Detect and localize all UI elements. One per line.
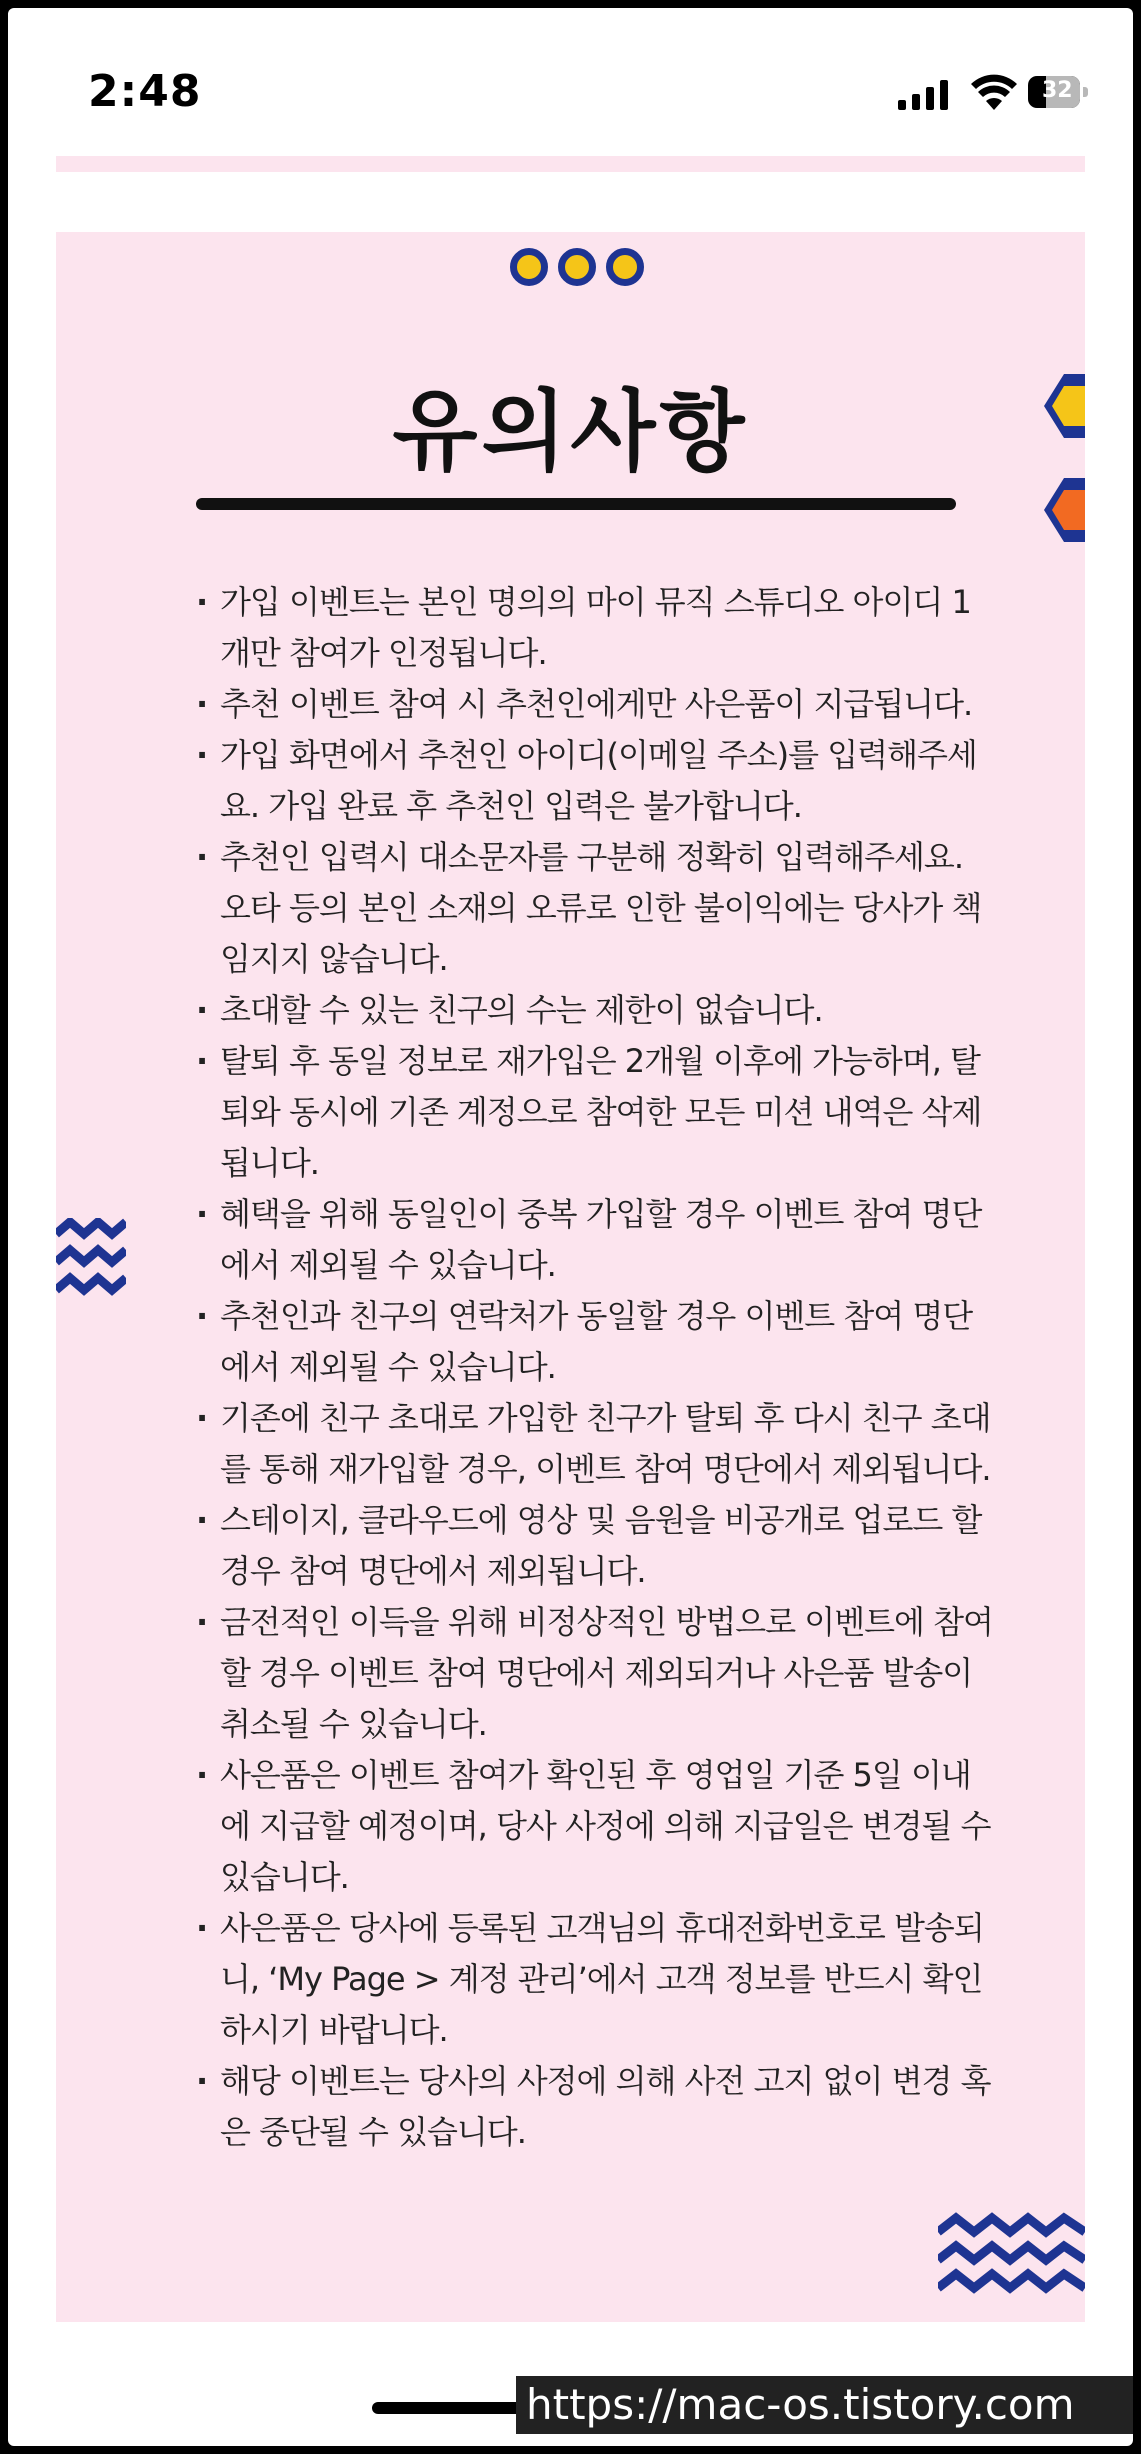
notice-list bbox=[196, 577, 996, 2158]
list-item: · 추천 이벤트 참여 시 추천인에게만 사은품이 지급됩니다. bbox=[196, 679, 996, 730]
watermark-url: https://mac-os.tistory.com bbox=[516, 2376, 1133, 2434]
list-item: · 가입 화면에서 추천인 아이디(이메일 주소)를 입력해주세요. 가입 완료 후 추천인 입력은 불가합니다. bbox=[196, 730, 996, 832]
list-item: · 기존에 친구 초대로 가입한 친구가 탈퇴 후 다시 친구 초대를 통해 재가입할 경우, 이벤트 참여 명단에서 제외됩니다. bbox=[196, 1393, 996, 1495]
list-item: · 가입 이벤트는 본인 명의의 마이 뮤직 스튜디오 아이디 1개만 참여가 인정됩니다. bbox=[196, 577, 996, 679]
previous-section-edge bbox=[56, 156, 1085, 172]
list-item: · 추천인 입력시 대소문자를 구분해 정확히 입력해주세요. 오타 등의 본인 소재의 오류로 인한 불이익에는 당사가 책임지지 않습니다. bbox=[196, 832, 996, 985]
list-item: · 사은품은 이벤트 참여가 확인된 후 영업일 기준 5일 이내에 지급할 예정이며, 당사 사정에 의해 지급일은 변경될 수 있습니다. bbox=[196, 1750, 996, 1903]
zigzag-decoration bbox=[938, 2210, 1085, 2306]
dot-icon bbox=[558, 248, 596, 286]
battery-level: 32 bbox=[1042, 78, 1073, 103]
title-underline bbox=[196, 498, 956, 510]
notice-panel bbox=[56, 232, 1085, 2322]
notice-title: 유의사항 bbox=[392, 380, 749, 483]
list-item: · 금전적인 이득을 위해 비정상적인 방법으로 이벤트에 참여할 경우 이벤트 참여 명단에서 제외되거나 사은품 발송이 취소될 수 있습니다. bbox=[196, 1597, 996, 1750]
list-item: · 사은품은 당사에 등록된 고객님의 휴대전화번호로 발송되니, ‘My Page > 계정 관리’에서 고객 정보를 반드시 확인하시기 바랍니다. bbox=[196, 1903, 996, 2056]
battery-icon bbox=[1028, 76, 1088, 108]
status-time: 2:48 bbox=[88, 66, 202, 117]
dot-icon bbox=[510, 248, 548, 286]
list-item: · 해당 이벤트는 당사의 사정에 의해 사전 고지 없이 변경 혹은 중단될 수 있습니다. bbox=[196, 2056, 996, 2158]
dots-decoration bbox=[510, 248, 644, 286]
phone-screen bbox=[8, 8, 1133, 2446]
status-bar bbox=[8, 8, 1133, 148]
list-item: · 혜택을 위해 동일인이 중복 가입할 경우 이벤트 참여 명단에서 제외될 수 있습니다. bbox=[196, 1189, 996, 1291]
zigzag-decoration bbox=[56, 1218, 126, 1314]
list-item: · 탈퇴 후 동일 정보로 재가입은 2개월 이후에 가능하며, 탈퇴와 동시에 기존 계정으로 참여한 모든 미션 내역은 삭제됩니다. bbox=[196, 1036, 996, 1189]
list-item: · 추천인과 친구의 연락처가 동일할 경우 이벤트 참여 명단에서 제외될 수 있습니다. bbox=[196, 1291, 996, 1393]
list-item: · 초대할 수 있는 친구의 수는 제한이 없습니다. bbox=[196, 985, 996, 1036]
wifi-icon bbox=[970, 72, 1018, 112]
dot-icon bbox=[606, 248, 644, 286]
cellular-signal-icon bbox=[898, 78, 948, 110]
list-item: · 스테이지, 클라우드에 영상 및 음원을 비공개로 업로드 할 경우 참여 명단에서 제외됩니다. bbox=[196, 1495, 996, 1597]
